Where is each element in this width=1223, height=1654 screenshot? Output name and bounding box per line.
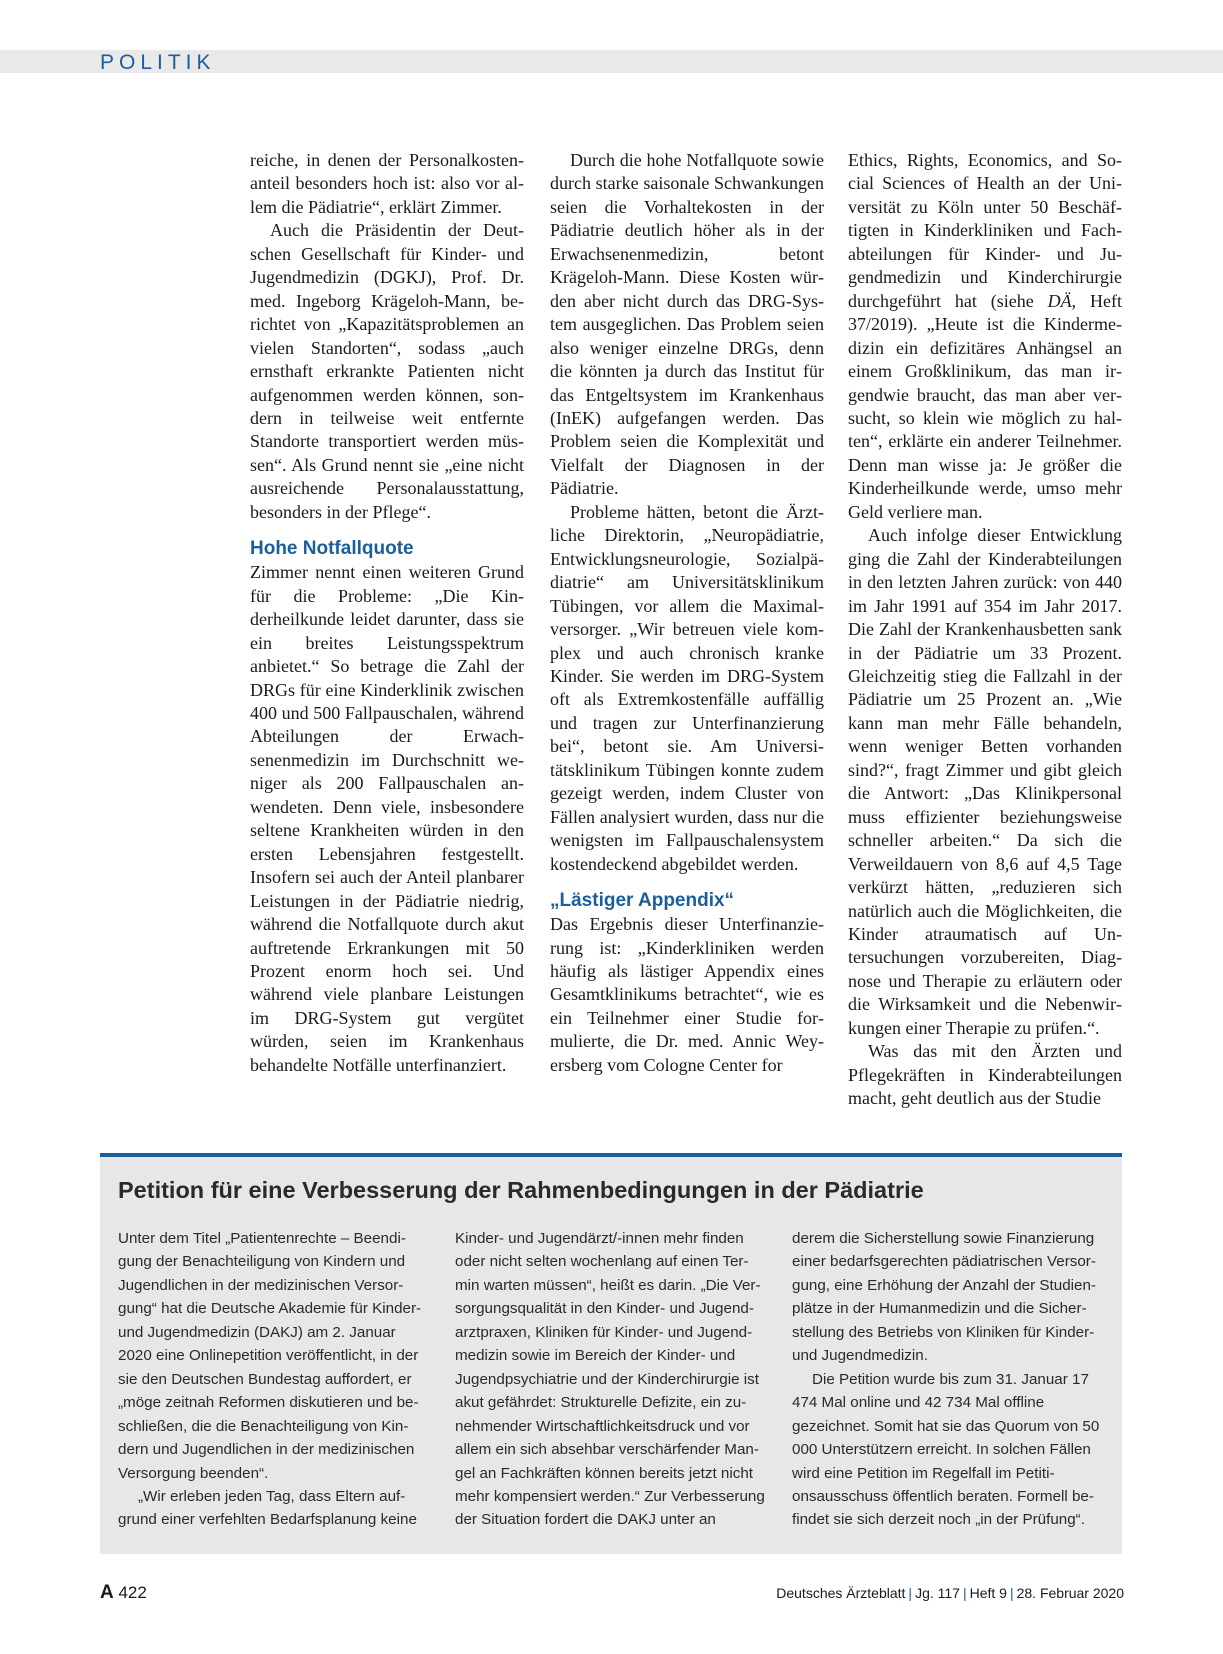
separator: | <box>908 1585 913 1601</box>
journal-issue: Heft 9 <box>969 1585 1007 1601</box>
paragraph: Die Petition wurde bis zum 31. Januar 17 474 Mal online und 42 734 Mal offline gezeichnet. Somit hat sie das Quorum von 50 000 Unterstützern erreicht. In solchen Fällen wird eine Petition im Regelfall im Petitionsausschuss öffentlich beraten. Formell befindet sie sich derzeit noch „in der Prüfung“. <box>792 1370 1100 1529</box>
paragraph: Unter dem Titel „Patientenrechte – Beendigung der Benachteiligung von Kindern und Jugendlichen in der medizinischen Versorgung“ hat die Deutsche Akademie für Kinder- und Jugendmedizin (DAKJ) am 2. Januar 2020 eine Onlinepetition veröffentlicht, in der sie den Deutschen Bundestag auffordert, er „möge zeitnah Reformen diskutieren und beschließen, die die Benachteiligung von Kindern und Jugendlichen in der medizinischen Versorgung beenden“. <box>118 1230 422 1482</box>
journal-date: 28. Februar 2020 <box>1016 1585 1124 1601</box>
petition-info-box <box>100 1153 1122 1554</box>
journal-name: Deutsches Ärzteblatt <box>776 1585 906 1601</box>
paragraph <box>848 149 1122 524</box>
separator: | <box>1009 1585 1014 1601</box>
journal-abbrev: DÄ <box>1047 290 1072 311</box>
subheading: Hohe Notfallquote <box>250 538 414 560</box>
text-run: Ethics, Rights, Economics, and Social Sciences of Health an der Universität zu Köln unter 50 Beschäftigten in Kinderkliniken und Fachabteilungen für Kinder- und Jugendmedizin und Kinderchirurgie durchgeführt hat (siehe <box>848 150 1122 311</box>
subheading: „Lästiger Appendix“ <box>550 890 735 912</box>
paragraph: Das Ergebnis dieser Unterfinanzierung ist: „Kinderkliniken werden häufig als lästiger Appendix eines Gesamtklinikums betrachtet“, wie es ein Teilnehmer einer Studie formulierte, die Dr. med. Annic Weyersberg vom Cologne Center for <box>550 914 824 1075</box>
article-column-3 <box>848 149 1122 1111</box>
paragraph: Kinder- und Jugendärzt/-innen mehr finden oder nicht selten wochenlang auf einen Termin warten müssen“, heißt es darin. „Die Versorgungsqualität in den Kinder- und Jugendarztpraxen, Kliniken für Kinder- und Jugendmedizin sowie im Bereich der Kinder- und Jugendpsychiatrie und der Kinderchirurgie ist akut gefährdet: Strukturelle Defizite, ein zunehmender Wirtschaftlichkeitsdruck und vor allem ein sich absehbar verschärfender Mangel an Fachkräften können bereits jetzt nicht mehr kompensiert werden.“ Zur Verbesserung der Situation fordert die DAKJ unter an <box>455 1230 765 1529</box>
paragraph: Zimmer nennt einen weiteren Grund für die Probleme: „Die Kinderheilkunde leidet darunter, dass sie ein breites Leistungsspektrum anbietet.“ So betrage die Zahl der DRGs für eine Kinderklinik zwischen 400 und 500 Fallpauschalen, während Abteilungen der Erwachsenenmedizin im Durchschnitt weniger als 200 Fallpauschalen anwendeten. Denn viele, insbesondere seltene Krankheiten würden in den ersten Lebensjahren festgestellt. Insofern sei auch der Anteil planbarer Leistungen in der Pädiatrie niedrig, während die Notfallquote durch akut auftretende Erkrankungen mit 50 Prozent enorm hoch sei. Und während viele planbare Leistungen im DRG-System gut vergütet würden, seien im Krankenhaus behandelte Notfälle unterfinanziert. <box>250 562 524 1075</box>
paragraph: „Wir erleben jeden Tag, dass Eltern aufgrund einer verfehlten Bedarfsplanung keine <box>118 1487 417 1529</box>
box-title: Petition für eine Verbesserung der Rahmenbedingungen in der Pädiatrie <box>118 1177 924 1203</box>
paragraph: reiche, in denen der Personalkostenanteil besonders hoch ist: also vor allem die Pädiatrie“, erklärt Zimmer. <box>250 150 524 217</box>
page-prefix: A <box>100 1582 114 1603</box>
paragraph: Durch die hohe Notfallquote sowie durch starke saisonale Schwankungen seien die Vorhaltekosten in der Pädiatrie deutlich höher als in der Erwachsenenmedizin, betont Krägeloh-Mann. Diese Kosten würden aber nicht durch das DRG-System ausgeglichen. Das Problem seien also weniger einzelne DRGs, denn die könnten ja durch das Institut für das Entgeltsystem im Krankenhaus (InEK) aufgefangen werden. Das Problem seien die Komplexität und Vielfalt der Diagnosen in der Pädiatrie. <box>550 150 824 499</box>
paragraph: Auch infolge dieser Entwicklung ging die Zahl der Kinderabteilungen in den letzten Jahren zurück: von 440 im Jahr 1991 auf 354 im Jahr 2017. Die Zahl der Krankenhausbetten sank in der Pädiatrie um 33 Prozent. Gleichzeitig stieg die Fallzahl in der Pädiatrie um 25 Prozent an. „Wie kann man mehr Fälle behandeln, wenn weniger Betten vorhanden sind?“, fragt Zimmer und gibt gleich die Antwort: „Das Klinikpersonal muss effizienter beziehungsweise schneller arbeiten.“ Da sich die Verweildauern von 8,6 auf 4,5 Tage verkürzt hätten, „reduzieren sich natürlich auch die Möglichkeiten, die Kinder atraumatisch auf Untersuchungen vorzubereiten, Diagnose und Therapie zu erläutern oder die Wirksamkeit und die Nebenwirkungen einer Therapie zu prüfen.“. <box>848 525 1122 1038</box>
page-number-value: 422 <box>118 1583 147 1602</box>
box-column-3 <box>792 1227 1102 1532</box>
article-column-1 <box>250 149 524 1077</box>
page-number <box>100 1582 147 1604</box>
paragraph: Auch die Präsidentin der Deutschen Gesellschaft für Kinder- und Jugendmedizin (DGKJ), Prof. Dr. med. Ingeborg Krägeloh-Mann, berichtet von „Kapazitätsproblemen an vielen Standorten“, sodass „auch ernsthaft erkrankte Patienten nicht aufgenommen werden können, sondern in teilweise weit entfernte Standorte transportiert werden müssen“. Als Grund nennt sie „eine nicht ausreichende Personalausstattung, besonders in der Pflege“. <box>250 220 524 522</box>
article-column-2 <box>550 149 824 1077</box>
paragraph: Probleme hätten, betont die Ärztliche Direktorin, „Neuropädiatrie, Entwicklungsneurologie, Sozialpädiatrie“ am Universitätsklinikum Tübingen, vor allem die Maximalversorger. „Wir betreuen viele komplex und auch chronisch kranke Kinder. Sie werden im DRG-System oft als Extremkostenfälle auffällig und tragen zur Unterfinanzierung bei“, betont sie. Am Universitätsklinikum Tübingen konnte zudem gezeigt werden, indem Cluster von Fällen analysiert wurden, dass nur die wenigsten im Fallpauschalensystem kostendeckend abgebildet werden. <box>550 501 824 874</box>
separator: | <box>962 1585 967 1601</box>
paragraph: derem die Sicherstellung sowie Finanzierung einer bedarfsgerechten pädiatrischen Versorgung, eine Erhöhung der Anzahl der Studienplätze in der Humanmedizin und die Sicherstellung des Betriebs von Kliniken für Kinder- und Jugendmedizin. <box>792 1230 1096 1365</box>
box-column-2 <box>455 1227 765 1532</box>
section-label: POLITIK <box>100 51 216 74</box>
box-column-1 <box>118 1227 428 1532</box>
paragraph: Was das mit den Ärzten und Pflegekräften in Kinderabteilungen macht, geht deutlich aus der Studie <box>848 1041 1122 1109</box>
text-run: , Heft 37/2019). „Heute ist die Kindermedizin ein defizitäres Anhängsel an einem Großklinikum, das man irgendwie braucht, das man aber versucht, so klein wie möglich zu halten“, erklärte ein anderer Teilnehmer. Denn man wisse ja: Je größer die Kinderheilkunde werde, umso mehr Geld verliere man. <box>848 290 1123 522</box>
journal-volume: Jg. 117 <box>915 1585 960 1601</box>
journal-info <box>776 1585 1124 1601</box>
